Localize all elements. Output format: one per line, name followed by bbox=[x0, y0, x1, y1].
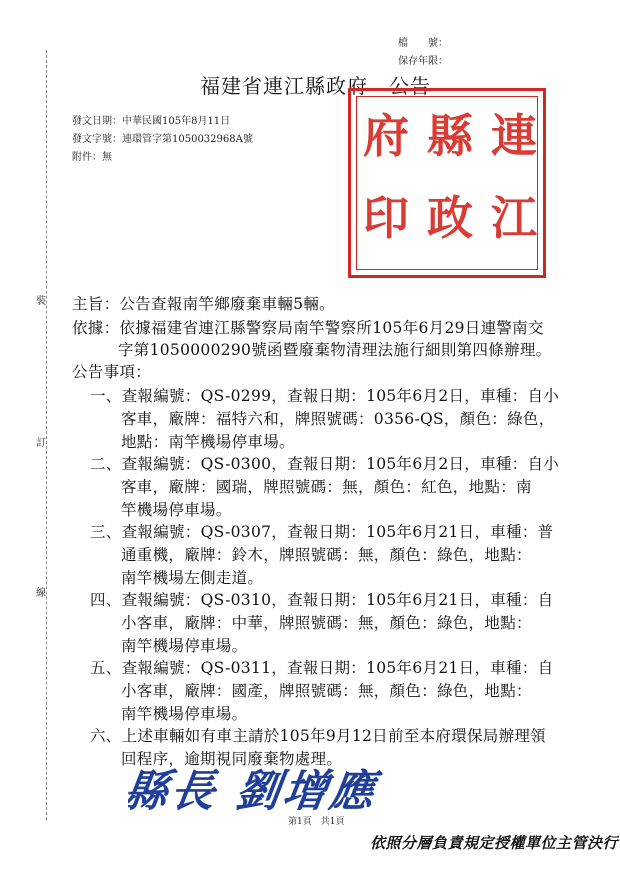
basis-line-1: 依據：依據福建省連江縣警察局南竿警察所105年6月29日連警南交 bbox=[72, 319, 544, 337]
binding-char-zhuang: 裝 bbox=[36, 290, 46, 309]
seal-char: 府 bbox=[363, 109, 409, 163]
seal-char: 政 bbox=[427, 191, 473, 245]
item-line: 地點：南竿機場停車場。 bbox=[121, 433, 295, 451]
archive-retention-label: 保存年限： bbox=[398, 56, 448, 67]
subject: 主旨：公告查報南竿鄉廢棄車輛5輛。 bbox=[72, 295, 335, 313]
authorization-note: 依照分層負責規定授權單位主管決行 bbox=[370, 834, 619, 852]
attachment: 附件：無 bbox=[72, 152, 112, 163]
item-line: 六、上述車輛如有車主請於105年9月12日前至本府環保局辦理領 bbox=[90, 727, 546, 745]
item-line: 竿機場停車場。 bbox=[121, 501, 232, 519]
document-title: 福建省連江縣政府 公告 bbox=[200, 74, 431, 98]
item-line: 五、查報編號：QS-0311，查報日期：105年6月21日，車種：自 bbox=[90, 659, 554, 677]
item-line: 一、查報編號：QS-0299，查報日期：105年6月2日，車種：自小 bbox=[90, 387, 560, 405]
signature-graphic bbox=[128, 760, 428, 818]
magistrate-signature bbox=[128, 760, 428, 818]
basis-line-2: 字第1050000290號函暨廢棄物清理法施行細則第四條辦理。 bbox=[118, 341, 552, 359]
document-number: 發文字號：連環管字第1050032968A號 bbox=[72, 134, 253, 145]
item-line: 小客車，廠牌：中華，牌照號碼：無，顏色：綠色，地點： bbox=[121, 614, 532, 632]
item-line: 通重機，廠牌：鈴木，牌照號碼：無，顏色：綠色，地點： bbox=[121, 546, 532, 564]
svg-text:縣長 劉增應: 縣長 劉增應 bbox=[128, 765, 381, 817]
item-line: 南竿機場停車場。 bbox=[121, 637, 248, 655]
item-line: 南竿機場左側走道。 bbox=[121, 569, 264, 587]
binding-margin bbox=[0, 0, 60, 876]
issue-date: 發文日期：中華民國105年8月11日 bbox=[72, 116, 231, 127]
item-line: 客車，廠牌：國瑞，牌照號碼：無，顏色：紅色，地點：南 bbox=[121, 478, 532, 496]
item-line: 客車，廠牌：福特六和，牌照號碼：0356-QS，顏色：綠色， bbox=[121, 410, 555, 428]
seal-char: 連 bbox=[491, 109, 537, 163]
item-line: 小客車，廠牌：國產，牌照號碼：無，顏色：綠色，地點： bbox=[121, 682, 532, 700]
archive-number-label: 檔 號： bbox=[398, 38, 448, 49]
item-line: 二、查報編號：QS-0300，查報日期：105年6月2日，車種：自小 bbox=[90, 455, 560, 473]
page-number: 第1頁 共1頁 bbox=[288, 817, 345, 827]
item-line: 四、查報編號：QS-0310，查報日期：105年6月21日，車種：自 bbox=[90, 591, 554, 609]
seal-char: 江 bbox=[491, 191, 537, 245]
seal-char: 印 bbox=[363, 191, 409, 245]
binding-dashed-line bbox=[46, 50, 47, 820]
binding-char-xian: 線 bbox=[36, 582, 46, 601]
seal-char: 縣 bbox=[427, 109, 473, 163]
item-line: 南竿機場停車場。 bbox=[121, 705, 248, 723]
binding-char-ding: 訂 bbox=[36, 432, 46, 451]
item-line: 三、查報編號：QS-0307，查報日期：105年6月21日，車種：普 bbox=[90, 523, 554, 541]
item-line: 回程序，逾期視同廢棄物處理。 bbox=[121, 750, 343, 768]
items-header: 公告事項： bbox=[72, 363, 152, 381]
official-seal bbox=[348, 88, 546, 278]
